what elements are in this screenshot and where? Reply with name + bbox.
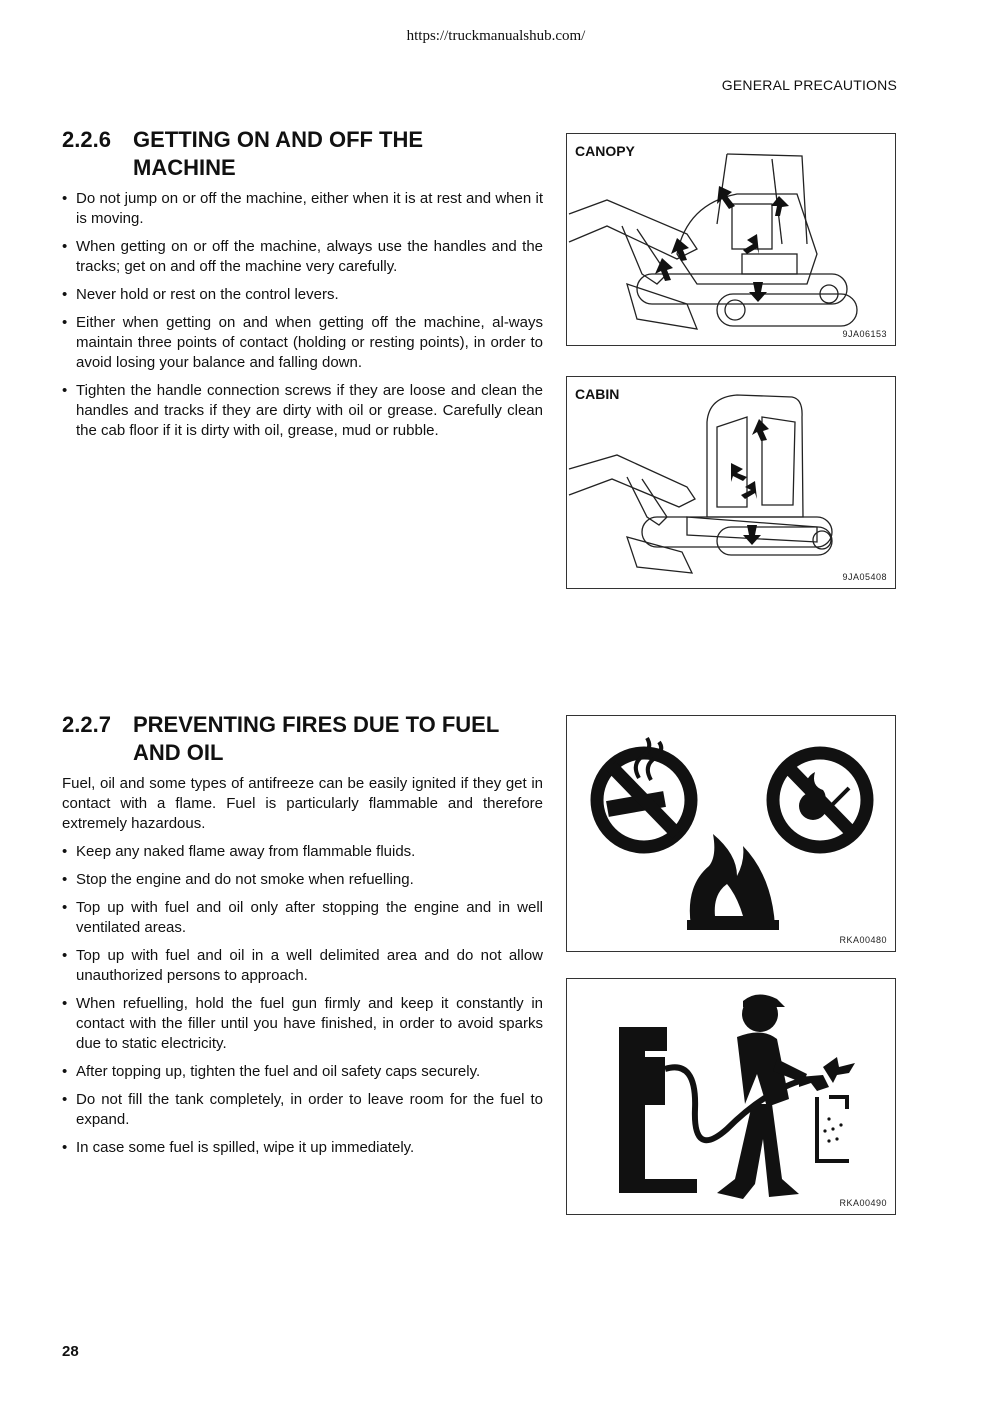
page-number: 28	[62, 1343, 79, 1360]
running-head: GENERAL PRECAUTIONS	[721, 77, 897, 93]
bullet-item: • When refuelling, hold the fuel gun firmly and keep it constantly in contact with the filler until you have finished, in order to avoid sparks due to static electricity.	[62, 994, 543, 1054]
bullet-item: • In case some fuel is spilled, wipe it up immediately.	[62, 1138, 543, 1158]
figure-cabin	[566, 376, 896, 589]
section-226-bullet-list	[62, 189, 543, 441]
figure-canopy-label: CANOPY	[575, 143, 635, 159]
refuelling-illustration	[567, 979, 896, 1215]
section-227-title	[62, 711, 542, 767]
section-226-number: 2.2.6	[62, 127, 111, 152]
section-227-intro: Fuel, oil and some types of antifreeze can be easily ignited if they get in contact with a flame. Fuel is particularly flammable and therefore extremely hazardous.	[62, 775, 543, 832]
section-227-bullet-list	[62, 842, 543, 1158]
figure-refuel-code: RKA00490	[839, 1198, 887, 1208]
figure-fire-code: RKA00480	[839, 935, 887, 945]
bullet-item: • Do not jump on or off the machine, either when it is at rest and when it is moving.	[62, 189, 543, 229]
no-smoking-icon	[597, 738, 691, 847]
section-227-number: 2.2.7	[62, 712, 111, 737]
bullet-item: • Tighten the handle connection screws if they are loose and clean the handles and tracks if they are dirty with oil or grease. Carefully clean the cab floor if it is dirty with oil, grease, mud or rubble.	[62, 381, 543, 441]
bullet-item: • When getting on or off the machine, always use the handles and the tracks; get on and off the machine very carefully.	[62, 237, 543, 277]
figure-canopy	[566, 133, 896, 346]
bullet-item: • Do not fill the tank completely, in order to leave room for the fuel to expand.	[62, 1090, 543, 1130]
figure-refuelling	[566, 978, 896, 1215]
excavator-canopy-illustration	[567, 134, 896, 346]
figure-fire-symbols	[566, 715, 896, 952]
bullet-item: • Top up with fuel and oil only after stopping the engine and in well ventilated areas.	[62, 898, 543, 938]
source-url: https://truckmanualshub.com/	[406, 28, 586, 44]
figure-canopy-code: 9JA06153	[842, 329, 887, 339]
section-227-body	[62, 774, 543, 1166]
bullet-item: • Keep any naked flame away from flammable fluids.	[62, 842, 543, 862]
bullet-item: • Never hold or rest on the control levers.	[62, 285, 543, 305]
fuel-pump-icon	[619, 1027, 697, 1193]
section-226-title-line1: GETTING ON AND OFF THE	[133, 127, 424, 152]
bullet-item: • Top up with fuel and oil in a well delimited area and do not allow unauthorized persons to approach.	[62, 946, 543, 986]
section-226-body	[62, 189, 543, 449]
fire-hazard-illustration	[567, 716, 896, 952]
section-226-title	[62, 126, 542, 182]
bullet-item: • Stop the engine and do not smoke when refuelling.	[62, 870, 543, 890]
section-226-title-line2: MACHINE	[133, 155, 236, 180]
flame-icon	[687, 834, 779, 930]
section-227-title-line1: PREVENTING FIRES DUE TO FUEL	[133, 712, 500, 737]
bullet-item: • Either when getting on and when getting off the machine, al-ways maintain three points of contact (holding or resting points), in order to avoid losing your balance and falling down.	[62, 313, 543, 373]
figure-cabin-code: 9JA05408	[842, 572, 887, 582]
bullet-item: • After topping up, tighten the fuel and oil safety caps securely.	[62, 1062, 543, 1082]
excavator-cabin-illustration	[567, 377, 896, 589]
figure-cabin-label: CABIN	[575, 386, 620, 402]
no-open-flame-icon	[773, 753, 867, 847]
section-227-title-line2: AND OIL	[133, 740, 224, 765]
